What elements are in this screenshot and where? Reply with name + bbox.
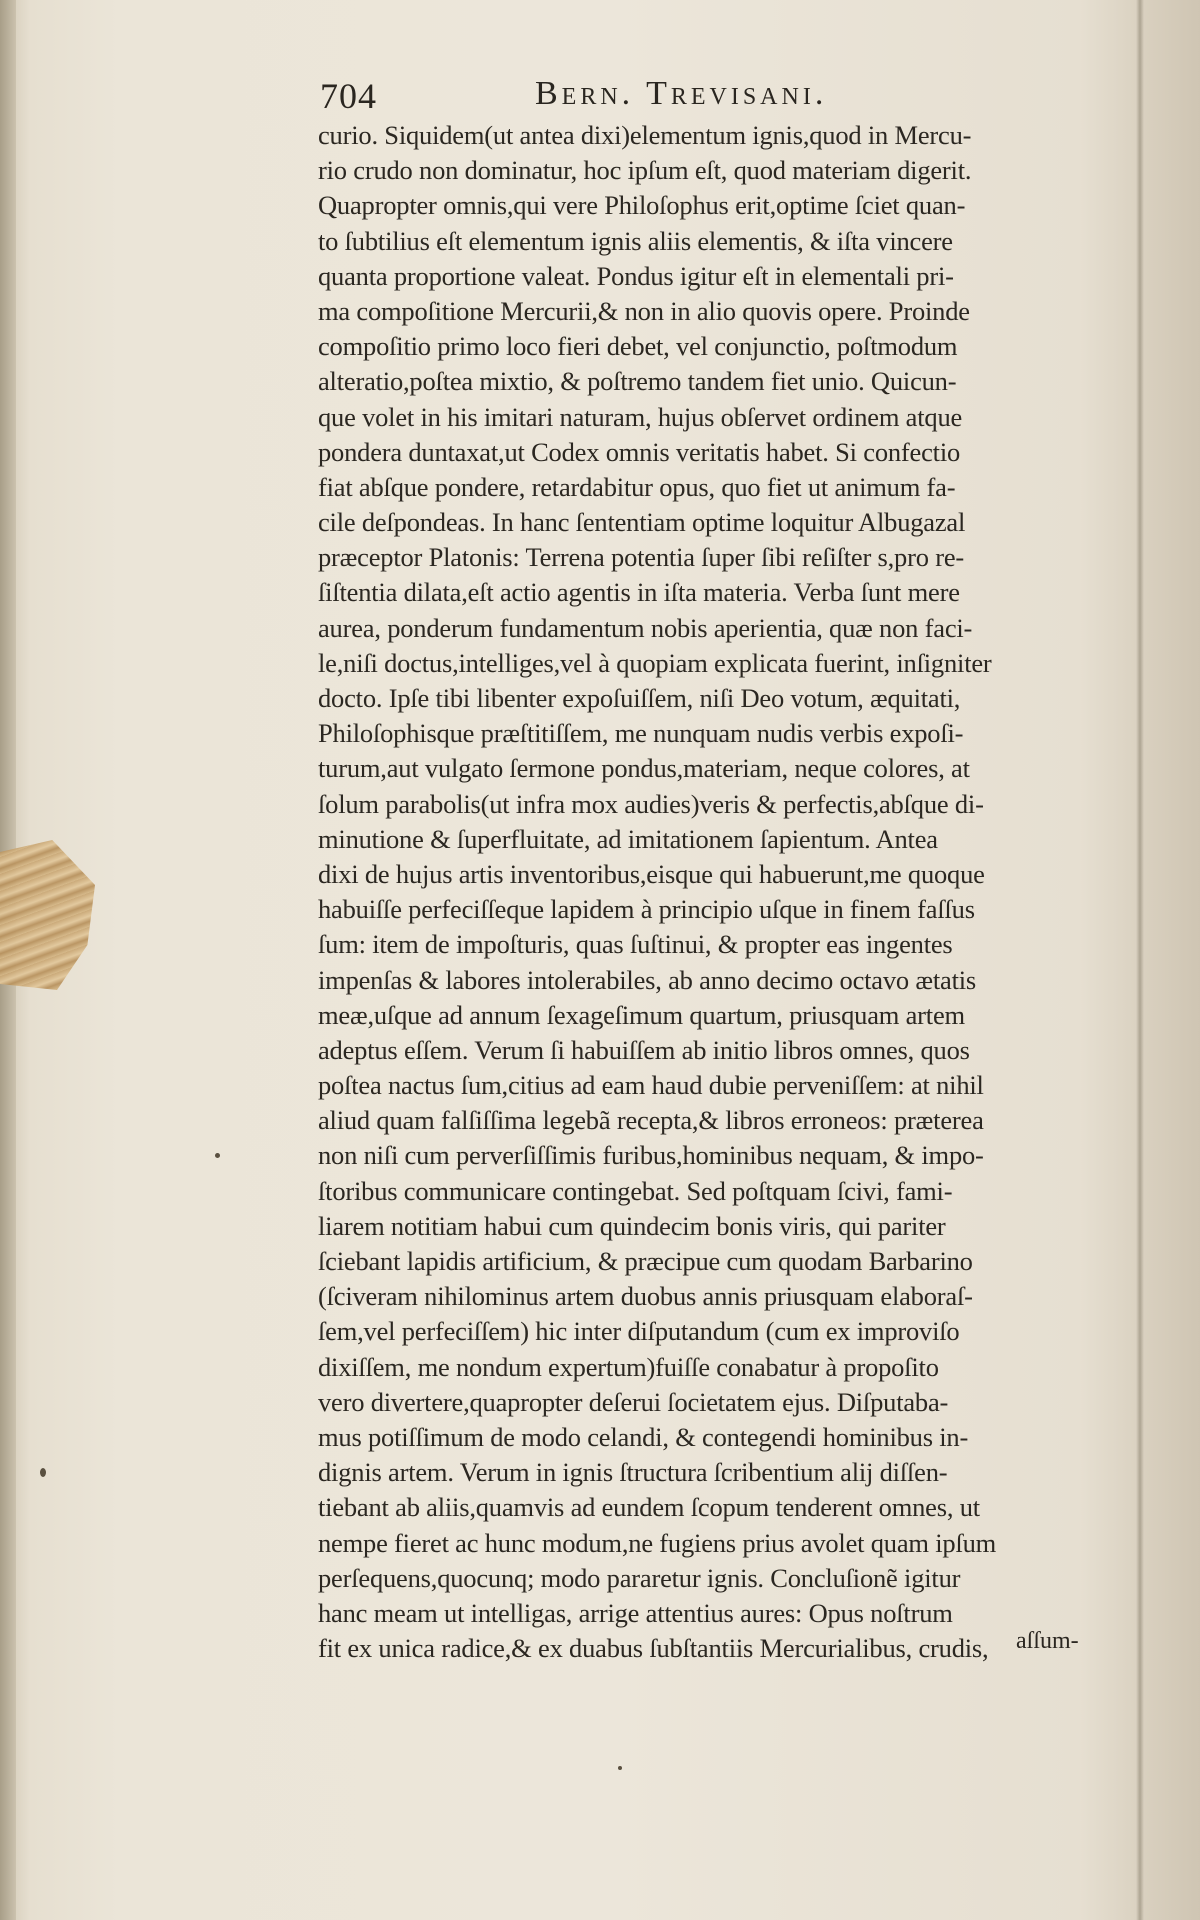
text-line: fiat abſque pondere, retardabitur opus, quo fiet ut animum fa-: [318, 471, 956, 502]
text-line: quanta proportione valeat. Pondus igitur eſt in elementali pri-: [318, 260, 954, 291]
page-header: [320, 75, 1120, 123]
text-line: rio crudo non dominatur, hoc ipſum eſt, quod materiam digerit.: [318, 155, 972, 186]
text-line: dignis artem. Verum in ignis ſtructura ſcribentium alij diſſen-: [318, 1457, 948, 1488]
text-line: vero divertere,quapropter deſerui ſocietatem ejus. Diſputaba-: [318, 1386, 949, 1417]
text-line: Quapropter omnis,qui vere Philoſophus erit,optime ſciet quan-: [318, 190, 966, 221]
text-line: mus potiſſimum de modo celandi, & contegendi hominibus in-: [318, 1421, 969, 1452]
text-line: turum,aut vulgato ſermone pondus,materiam, neque colores, at: [318, 753, 970, 784]
running-title: Bern. Trevisani.: [535, 75, 828, 112]
text-line: cile deſpondeas. In hanc ſententiam optime loquitur Albugazal: [318, 507, 966, 538]
text-line: to ſubtilius eſt elementum ignis aliis elementis, & iſta vincere: [318, 225, 953, 256]
text-line: le,niſi doctus,intelliges,vel à quopiam explicata fuerint, inſigniter: [318, 647, 992, 678]
ink-spot: [618, 1766, 622, 1770]
text-line: tiebant ab aliis,quamvis ad eundem ſcopum tenderent omnes, ut: [318, 1492, 980, 1523]
ink-spot: [215, 1153, 220, 1158]
paper-tear-mark: [0, 840, 95, 990]
text-line: docto. Ipſe tibi libenter expoſuiſſem, niſi Deo votum, æquitati,: [318, 683, 961, 713]
page-number: 704: [320, 76, 377, 116]
text-line: aliud quam falſiſſima legebã recepta,& libros erroneos: præterea: [318, 1105, 984, 1136]
text-line: hanc meam ut intelligas, arrige attentius aures: Opus noſtrum: [318, 1597, 953, 1628]
text-line: alteratio,poſtea mixtio, & poſtremo tandem fiet unio. Quicun-: [318, 366, 957, 397]
text-line: dixiſſem, me nondum expertum)fuiſſe conabatur à propoſito: [318, 1351, 939, 1382]
text-line: ſciebant lapidis artificium, & præcipue cum quodam Barbarino: [318, 1246, 973, 1276]
text-line: perſequens,quocunq; modo pararetur ignis. Concluſionẽ igitur: [318, 1562, 961, 1593]
text-line: ſtoribus communicare contingebat. Sed poſtquam ſcivi, fami-: [318, 1175, 953, 1206]
text-line: pondera duntaxat,ut Codex omnis veritatis habet. Si confectio: [318, 436, 961, 467]
catchword: aſſum-: [1016, 1628, 1079, 1654]
text-line: ma compoſitione Mercurii,& non in alio quovis opere. Proinde: [318, 295, 970, 326]
text-line: compoſitio primo loco fieri debet, vel conjunctio, poſtmodum: [318, 331, 958, 362]
text-line: fit ex unica radice,& ex duabus ſubſtantiis Mercurialibus, crudis,: [318, 1633, 989, 1664]
body-text: [318, 118, 1128, 1666]
text-line: adeptus eſſem. Verum ſi habuiſſem ab initio libros omnes, quos: [318, 1034, 970, 1065]
text-line: que volet in his imitari naturam, hujus obſervet ordinem atque: [318, 401, 963, 432]
text-line: Philoſophisque præſtitiſſem, me nunquam nudis verbis expoſi-: [318, 718, 964, 749]
text-line: habuiſſe perfeciſſeque lapidem à principio uſque in finem faſſus: [318, 894, 975, 925]
text-line: ſolum parabolis(ut infra mox audies)veris & perfectis,abſque di-: [318, 788, 984, 819]
gutter-fold: [1136, 0, 1144, 1920]
text-line: curio. Siquidem(ut antea dixi)elementum ignis,quod in Mercu-: [318, 120, 972, 150]
text-line: ſiſtentia dilata,eſt actio agentis in iſta materia. Verba ſunt mere: [318, 577, 960, 608]
text-line: nempe fieret ac hunc modum,ne fugiens prius avolet quam ipſum: [318, 1527, 997, 1558]
text-line: liarem notitiam habui cum quindecim bonis viris, qui pariter: [318, 1210, 946, 1241]
text-line: non niſi cum perverſiſſimis furibus,hominibus nequam, & impo-: [318, 1140, 984, 1171]
text-line: impenſas & labores intolerabiles, ab anno decimo octavo ætatis: [318, 964, 977, 995]
text-line: minutione & ſuperfluitate, ad imitationem ſapientum. Antea: [318, 823, 938, 854]
text-line: dixi de hujus artis inventoribus,eisque qui habuerunt,me quoque: [318, 858, 985, 889]
text-line: aurea, ponderum fundamentum nobis aperientia, quæ non faci-: [318, 612, 973, 643]
text-line: præceptor Platonis: Terrena potentia ſuper ſibi reſiſter s,pro re-: [318, 542, 965, 573]
text-line: ſum: item de impoſturis, quas ſuſtinui, & propter eas ingentes: [318, 929, 953, 960]
text-line: poſtea nactus ſum,citius ad eam haud dubie perveniſſem: at nihil: [318, 1070, 984, 1101]
text-line: meæ,uſque ad annum ſexageſimum quartum, priusquam artem: [318, 999, 965, 1030]
ink-spot: [40, 1468, 46, 1477]
text-line: (ſciveram nihilominus artem duobus annis priusquam elaboraſ-: [318, 1281, 973, 1312]
text-line: ſem,vel perfeciſſem) hic inter diſputandum (cum ex improviſo: [318, 1316, 960, 1347]
